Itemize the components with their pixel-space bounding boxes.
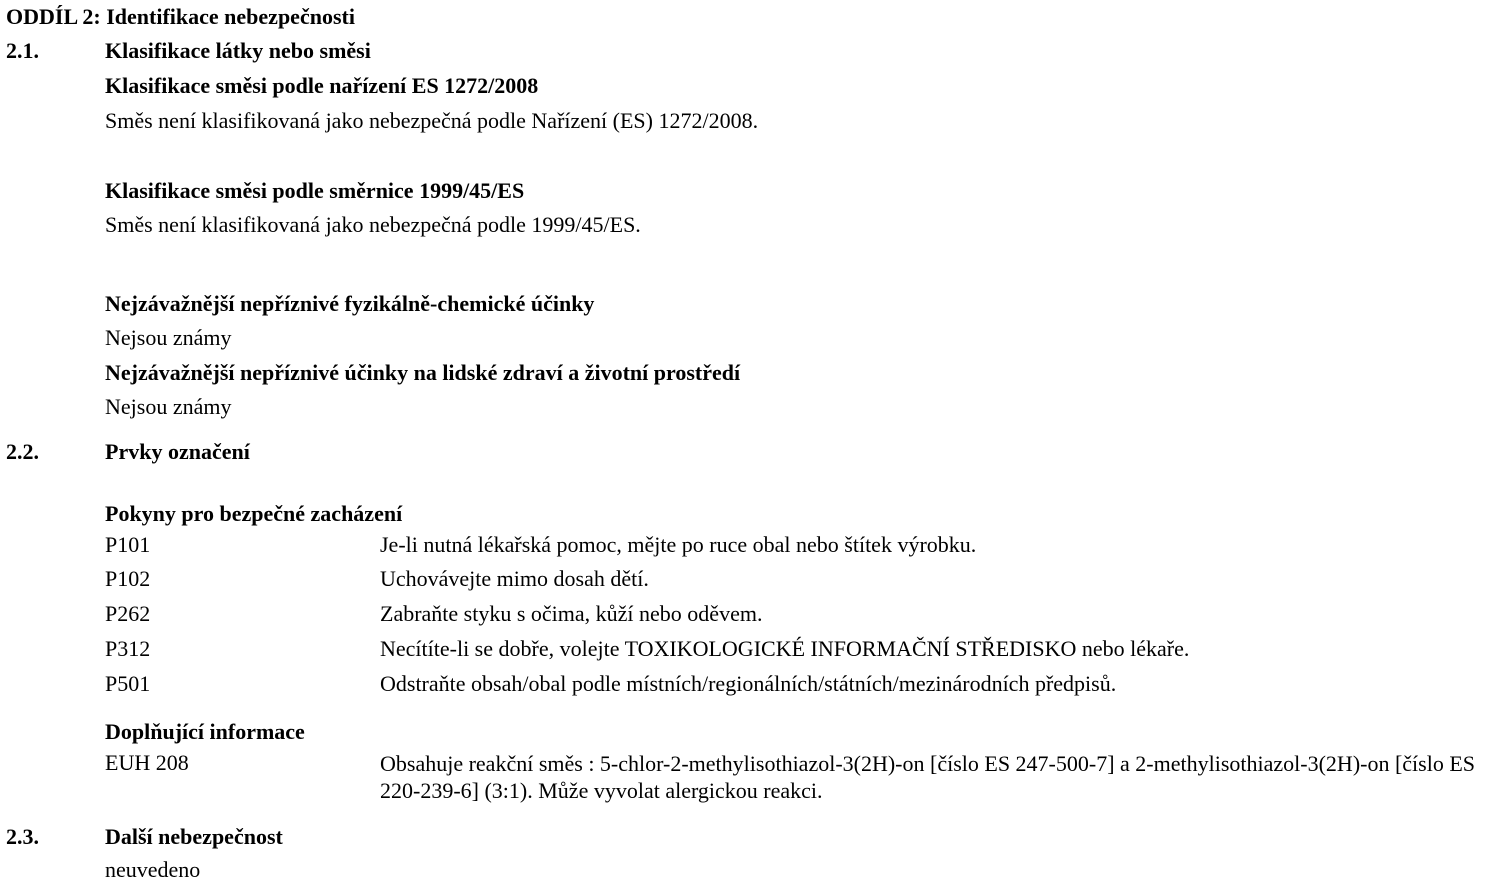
precaution-code: P262 [105,601,151,626]
dpd-classification-text: Směs není klasifikovaná jako nebezpečná podle 1999/45/ES. [105,212,641,237]
supplemental-info-code: EUH 208 [105,750,189,775]
precaution-heading: Pokyny pro bezpečné zacházení [105,501,403,526]
precaution-text: Odstraňte obsah/obal podle místních/regionálních/státních/mezinárodních předpisů. [380,671,1117,696]
precaution-text: Uchovávejte mimo dosah dětí. [380,566,649,591]
precaution-code: P501 [105,671,151,696]
supplemental-info-text: Obsahuje reakční směs : 5-chlor-2-methylisothiazol-3(2H)-on [číslo ES 247-500-7] a 2-methylisothiazol-3(2H)-on [číslo ES 220-239-6] (3:1). Může vyvolat alergickou reakci. [380,751,1476,803]
other-hazards-text: neuvedeno [105,857,201,882]
section-2-1-title: Klasifikace látky nebo směsi [105,38,371,63]
section-2-3-title: Další nebezpečnost [105,824,283,849]
health-effects-heading: Nejzávažnější nepříznivé účinky na lidské zdraví a životní prostředí [105,360,741,385]
section-2-3-number: 2.3. [6,824,39,849]
health-effects-text: Nejsou známy [105,394,232,419]
section-2-1-number: 2.1. [6,38,39,63]
precaution-text: Je-li nutná lékařská pomoc, mějte po ruce obal nebo štítek výrobku. [380,532,977,557]
precaution-code: P102 [105,566,151,591]
physchem-effects-heading: Nejzávažnější nepříznivé fyzikálně-chemické účinky [105,291,595,316]
physchem-effects-text: Nejsou známy [105,325,232,350]
precaution-text: Zabraňte styku s očima, kůží nebo oděvem. [380,601,763,626]
clp-classification-heading: Klasifikace směsi podle nařízení ES 1272/2008 [105,73,539,98]
clp-classification-text: Směs není klasifikovaná jako nebezpečná podle Nařízení (ES) 1272/2008. [105,108,759,133]
precaution-code: P312 [105,636,151,661]
section-title: ODDÍL 2: Identifikace nebezpečnosti [6,4,355,29]
precaution-text: Necítíte-li se dobře, volejte TOXIKOLOGICKÉ INFORMAČNÍ STŘEDISKO nebo lékaře. [380,636,1190,661]
section-2-2-title: Prvky označení [105,439,250,464]
supplemental-info-heading: Doplňující informace [105,719,305,744]
section-2-2-number: 2.2. [6,439,39,464]
dpd-classification-heading: Klasifikace směsi podle směrnice 1999/45/ES [105,178,525,203]
precaution-code: P101 [105,532,151,557]
